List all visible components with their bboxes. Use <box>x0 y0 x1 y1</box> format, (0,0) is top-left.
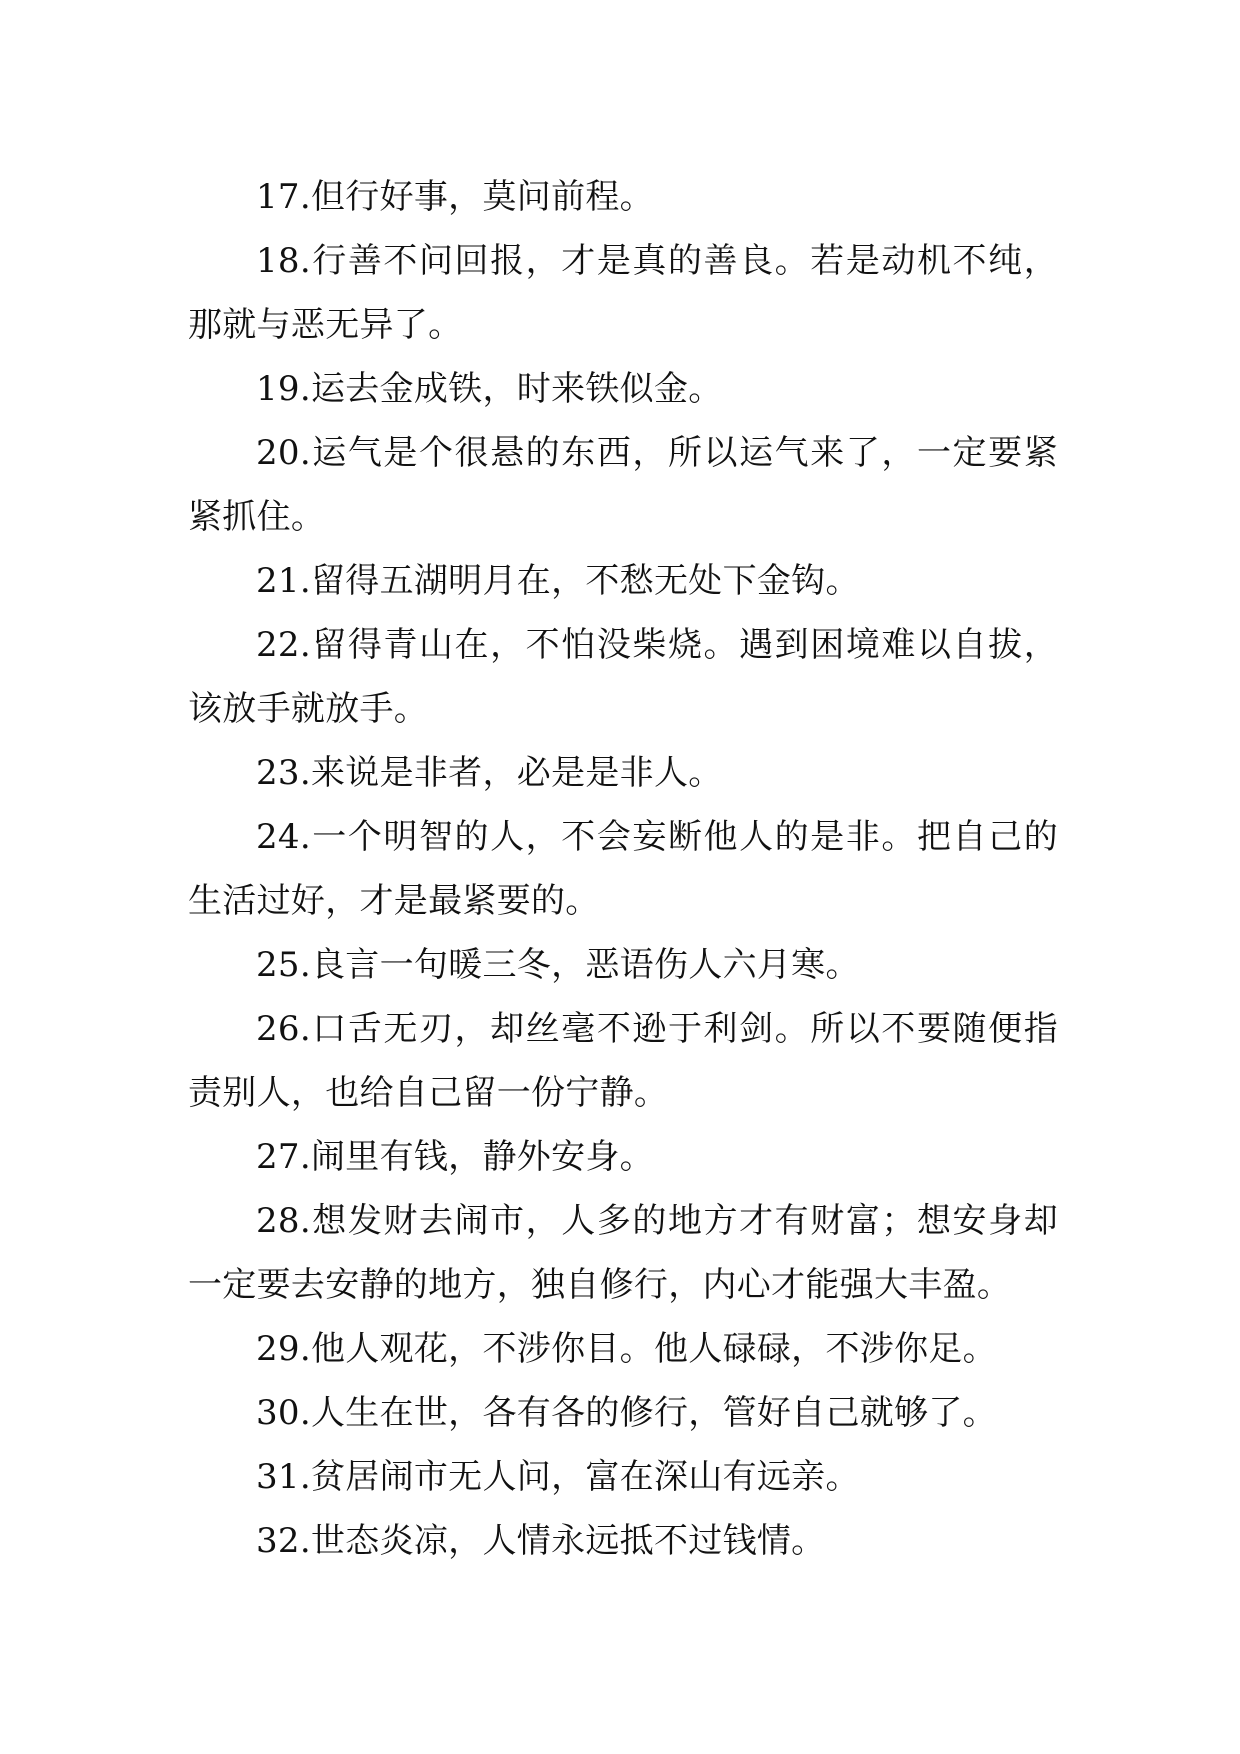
paragraph: 24.一个明智的人，不会妄断他人的是非。把自己的生活过好，才是最紧要的。 <box>188 817 1058 921</box>
paragraph: 25.良言一句暖三冬，恶语伤人六月寒。 <box>256 945 860 985</box>
paragraph: 32.世态炎凉，人情永远抵不过钱情。 <box>256 1521 826 1561</box>
paragraph: 23.来说是非者，必是是非人。 <box>256 753 723 793</box>
paragraph: 18.行善不问回报，才是真的善良。若是动机不纯，那就与恶无异了。 <box>188 241 1058 345</box>
paragraph: 26.口舌无刃，却丝毫不逊于利剑。所以不要随便指责别人，也给自己留一份宁静。 <box>188 1009 1058 1113</box>
paragraph: 20.运气是个很悬的东西，所以运气来了，一定要紧紧抓住。 <box>188 433 1058 537</box>
paragraph: 28.想发财去闹市，人多的地方才有财富；想安身却一定要去安静的地方，独自修行，内心才能强大丰盈。 <box>188 1201 1058 1305</box>
paragraph: 19.运去金成铁，时来铁似金。 <box>256 369 723 409</box>
paragraph: 21.留得五湖明月在，不愁无处下金钩。 <box>256 561 860 601</box>
paragraph: 29.他人观花，不涉你目。他人碌碌，不涉你足。 <box>256 1329 997 1369</box>
paragraph: 31.贫居闹市无人问，富在深山有远亲。 <box>256 1457 860 1497</box>
paragraph: 30.人生在世，各有各的修行，管好自己就够了。 <box>256 1393 997 1433</box>
paragraph: 22.留得青山在，不怕没柴烧。遇到困境难以自拔，该放手就放手。 <box>188 625 1058 729</box>
document-body <box>188 165 1058 1573</box>
paragraph: 17.但行好事，莫问前程。 <box>256 177 654 217</box>
paragraph: 27.闹里有钱，静外安身。 <box>256 1137 654 1177</box>
